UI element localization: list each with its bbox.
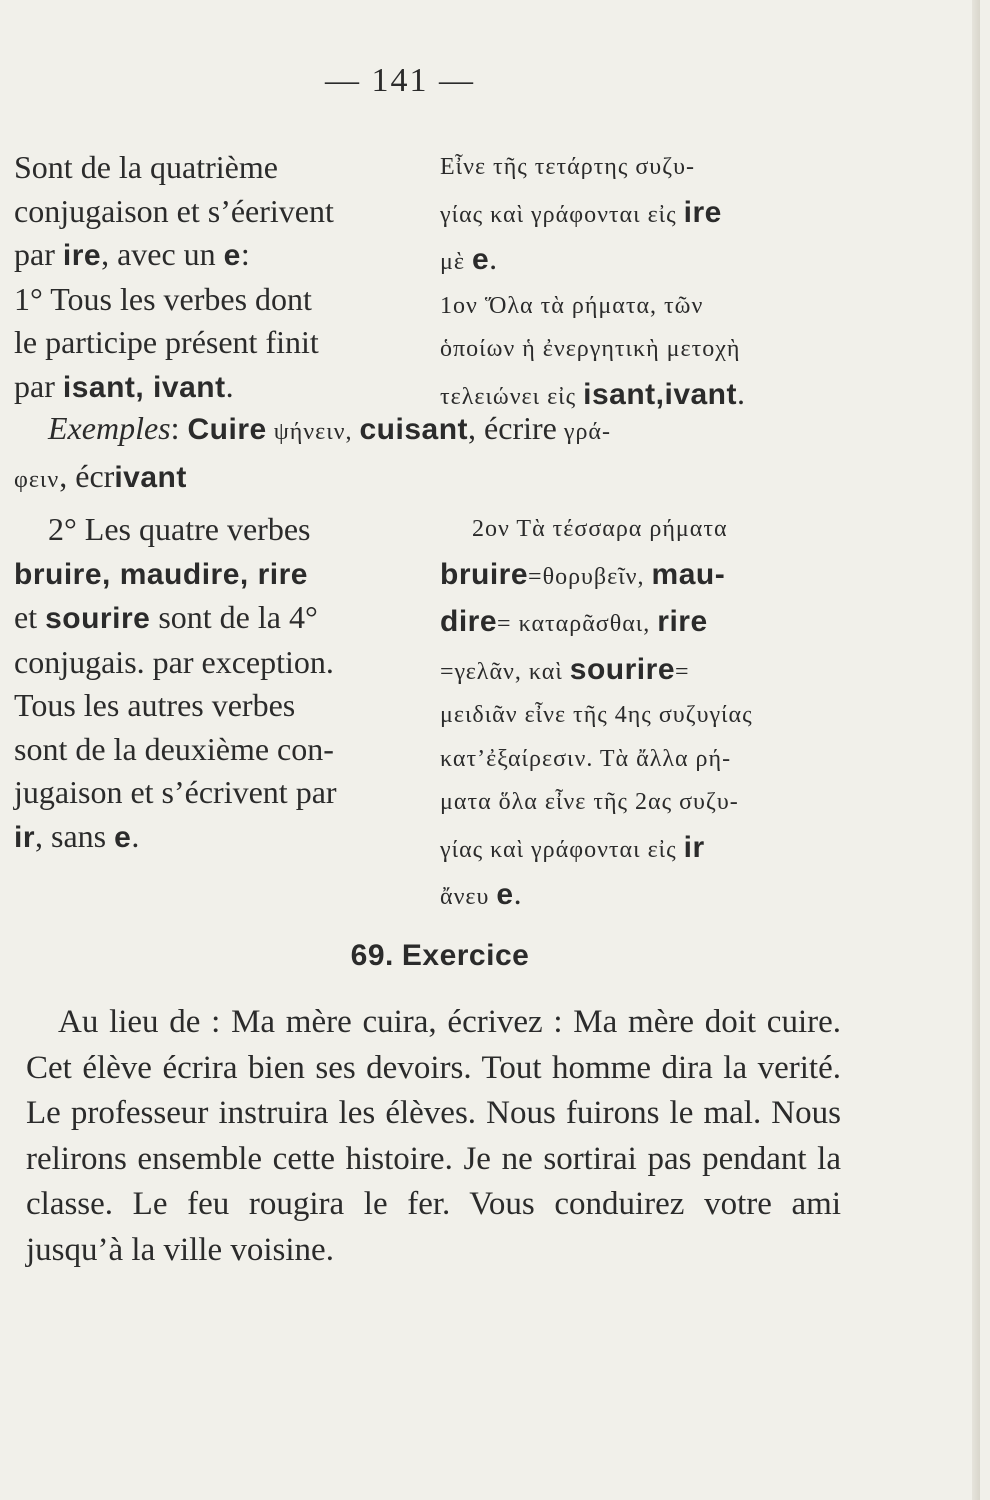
text-line: ὁποίων ἡ ἐνεργητικὴ μετοχὴ [440,336,741,362]
text-line: κατ’ἐξαίρεσιν. Τὰ ἄλλα ρή- [440,745,732,772]
text-line: par isant, ivant. [14,367,234,404]
text-line: bruire=θορυβεῖν, mau- [440,557,726,591]
text-line: conjugaison et s’éerivent [14,192,334,229]
text-line: Εἶνε τῆς τετάρτης συζυ- [440,154,695,180]
rule-four-verbs-greek [440,508,840,920]
text-line: =γελᾶν, καὶ sourire= [440,652,690,686]
text-line: Sont de la quatrième [14,149,278,185]
rule-ire-french [14,146,424,409]
text-line: μὲ e. [440,240,498,276]
text-line: conjugais. par exception. [14,643,334,680]
rule-four-verbs-french [14,508,424,859]
text-line: Exemples: Cuire ψήνειν, cuisant, écrire γρά- [48,410,611,446]
text-line: ir, sans e. [14,817,140,854]
text-line: jugaison et s’écrivent par [14,774,337,810]
text-line: le participe présent finit [14,324,319,360]
text-line: 2ον Τὰ τέσσαρα ρήματα [472,516,728,542]
exercise-number: 69. [350,939,394,972]
examples-paragraph [14,407,844,502]
rule-ire-greek [440,146,840,419]
text-line: 1° Tous les verbes dont [14,280,312,317]
page-edge [972,0,980,1500]
text-line: par ire, avec un e: [14,236,250,272]
text-line: sont de la deuxième con- [14,730,334,767]
text-line: γίας καὶ γράφονται εἰς ir [440,830,705,864]
exercise-text: Au lieu de : Ma mère cuira, écrivez : Ma mère doit cuire. Cet élève écrira bien ses devoirs. Tout homme dira la verité. Le professeur instruira les élèves. Nous fuirons le mal. Nous relirons ensemble cette histoire. Je ne sortirai pas pendant la classe. Le feu rougira le fer. Vous conduirez votre ami jusqu’à la ville voisine. [26,1004,841,1268]
text-line: 2° Les quatre verbes [48,511,311,547]
exercise-heading [0,936,880,973]
text-line: bruire, maudire, rire [14,557,308,591]
text-line: ἄνευ e. [440,875,522,911]
page-number: — 141 — [325,62,475,99]
text-line: et sourire sont de la 4° [14,599,318,635]
text-line: Tous les autres verbes [14,687,296,723]
text-line: τελειώνει εἰς isant,ivant. [440,374,745,411]
text-line: ματα ὅλα εἶνε τῆς 2ας συζυ- [440,789,739,815]
exercise-title: Exercice [401,939,530,972]
text-line: 1ον Ὅλα τὰ ρήματα, τῶν [440,292,704,319]
text-line: μειδιᾶν εἶνε τῆς 4ης συζυγίας [440,702,753,728]
text-line: γίας καὶ γράφονται εἰς ire [440,195,722,229]
text-line: φειν, écrivant [14,457,187,494]
text-line: dire= καταρᾶσθαι, rire [440,605,708,638]
